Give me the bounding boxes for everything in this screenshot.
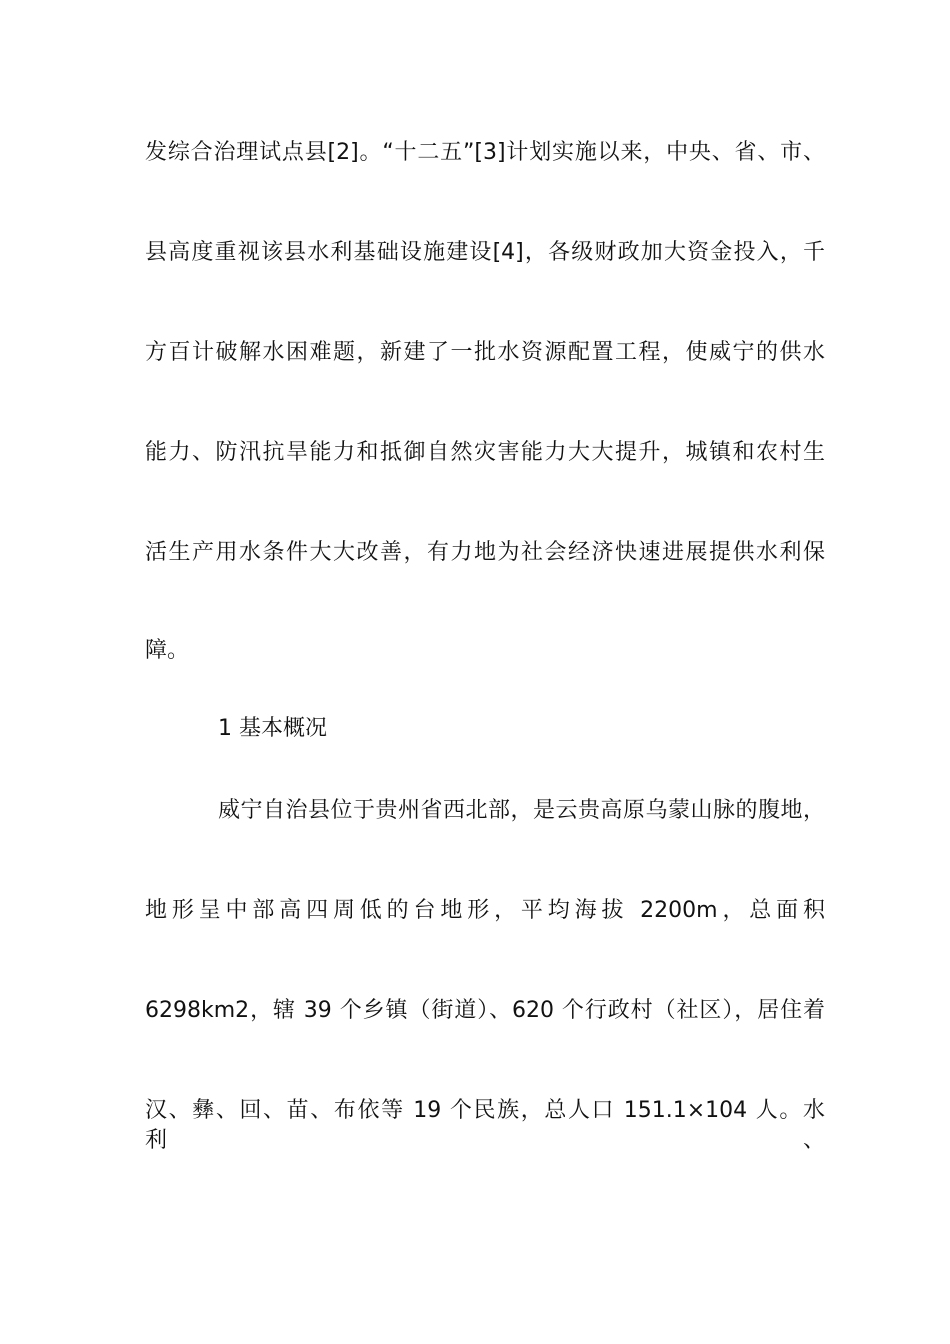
paragraph-line-6: 障。 xyxy=(145,638,190,663)
paragraph-line-4: 能力、防汛抗旱能力和抵御自然灾害能力大大提升，城镇和农村生 xyxy=(145,440,825,465)
section-line-2: 地形呈中部高四周低的台地形，平均海拔 2200m，总面积 xyxy=(145,898,825,923)
section-line-1: 威宁自治县位于贵州省西北部，是云贵高原乌蒙山脉的腹地， xyxy=(218,798,825,823)
paragraph-line-5: 活生产用水条件大大改善，有力地为社会经济快速进展提供水利保 xyxy=(145,540,825,565)
paragraph-line-1: 发综合治理试点县[2]。“十二五”[3]计划实施以来，中央、省、市、 xyxy=(145,140,825,165)
paragraph-line-2: 县高度重视该县水利基础设施建设[4]，各级财政加大资金投入，千 xyxy=(145,240,825,265)
section-line-4: 汉、彝、回、苗、布依等 19 个民族，总人口 151.1×104 人。水利、 xyxy=(145,1098,825,1153)
section-heading: 1 基本概况 xyxy=(218,716,327,741)
paragraph-line-3: 方百计破解水困难题，新建了一批水资源配置工程，使威宁的供水 xyxy=(145,340,825,365)
section-line-3: 6298km2，辖 39 个乡镇（街道）、620 个行政村（社区），居住着 xyxy=(145,998,825,1023)
